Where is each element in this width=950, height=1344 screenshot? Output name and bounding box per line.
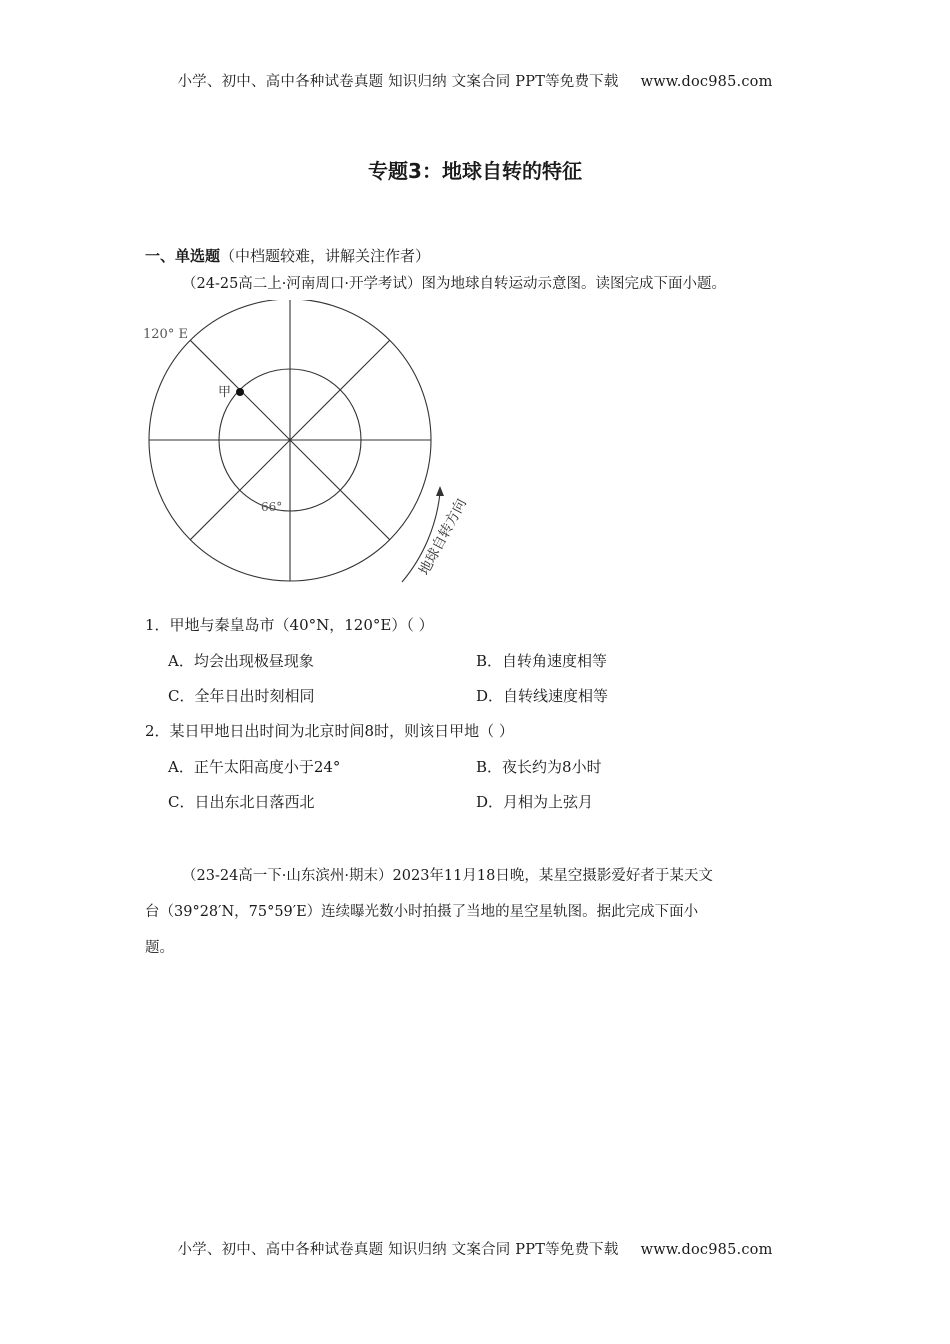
q2-option-d[interactable]: D．月相为上弦月 <box>476 793 594 811</box>
rotation-arrow-head <box>436 486 444 496</box>
page-title: 专题3：地球自转的特征 <box>368 159 582 183</box>
intro2-line-3: 题。 <box>145 940 174 956</box>
q1-option-b[interactable]: B．自转角速度相等 <box>476 652 608 670</box>
label-66: 66° <box>261 500 283 514</box>
label-jia: 甲 <box>218 385 232 400</box>
q1-option-c[interactable]: C．全年日出时刻相同 <box>168 687 315 705</box>
intro2-line-2: 台（39°28′N，75°59′E）连续曝光数小时拍摄了当地的星空星轨图。据此完成下面小 <box>145 904 699 920</box>
q2-option-b[interactable]: B．夜长约为8小时 <box>476 758 602 776</box>
page-footer <box>0 1238 950 1259</box>
question-1-stem: 1．甲地与秦皇岛市（40°N，120°E）（ ） <box>145 616 434 634</box>
q1-option-d[interactable]: D．自转线速度相等 <box>476 687 609 705</box>
section-label: 一、单选题 <box>145 247 221 265</box>
label-rotation-direction: 地球自转方向 <box>416 496 470 578</box>
question-intro-1: （24-25高二上·河南周口·开学考试）图为地球自转运动示意图。读图完成下面小题。 <box>182 276 727 292</box>
q1-option-a[interactable]: A．均会出现极昼现象 <box>168 652 314 670</box>
question-2-stem: 2．某日甲地日出时间为北京时间8时，则该日甲地（ ） <box>145 722 514 740</box>
q2-option-c[interactable]: C．日出东北日落西北 <box>168 793 315 811</box>
section-heading <box>145 245 430 266</box>
footer-text: 小学、初中、高中各种试卷真题 知识归纳 文案合同 PPT等免费下载 <box>177 1242 619 1258</box>
question-intro-2 <box>145 858 805 966</box>
page-header <box>0 70 950 91</box>
label-120e: 120° E <box>143 327 188 342</box>
intro2-line-1: （23-24高一下·山东滨州·期末）2023年11月18日晚，某星空摄影爱好者于某天文 <box>182 868 713 884</box>
section-note: （中档题较难，讲解关注作者） <box>220 247 431 265</box>
q2-option-a[interactable]: A．正午太阳高度小于24° <box>168 758 341 776</box>
header-text: 小学、初中、高中各种试卷真题 知识归纳 文案合同 PPT等免费下载 <box>177 74 619 90</box>
earth-rotation-diagram <box>140 300 500 590</box>
footer-url[interactable]: www.doc985.com <box>640 1242 773 1258</box>
jia-point <box>236 388 244 396</box>
header-url[interactable]: www.doc985.com <box>640 74 773 90</box>
